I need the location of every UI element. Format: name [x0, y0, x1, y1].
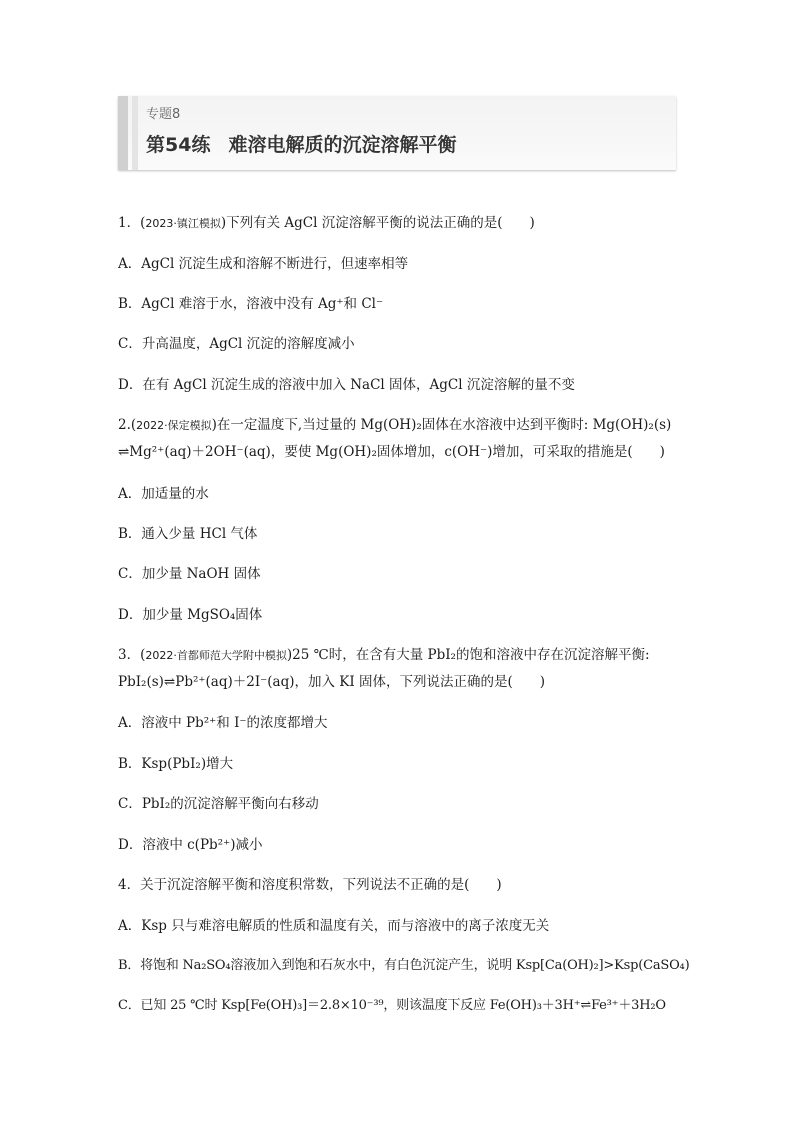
- q1-stem: 1．(2023·镇江模拟)下列有关 AgCl 沉淀溶解平衡的说法正确的是( ): [118, 215, 535, 231]
- q4-option-a: A．Ksp 只与难溶电解质的性质和温度有关，而与溶液中的离子浓度无关: [118, 918, 550, 934]
- chapter-header: [118, 96, 676, 170]
- q3-option-c: C．PbI₂的沉淀溶解平衡向右移动: [118, 796, 319, 812]
- topic-label: 专题8: [146, 107, 181, 122]
- q3-stem-line2: PbI₂(s)⇌Pb²⁺(aq)＋2I⁻(aq)，加入 KI 固体，下列说法正确的是( ): [118, 674, 546, 690]
- q2-option-c: C．加少量 NaOH 固体: [118, 566, 261, 582]
- q2-option-b: B．通入少量 HCl 气体: [118, 526, 258, 542]
- q4-option-c: C．已知 25 ℃时 Ksp[Fe(OH)₃]＝2.8×10⁻³⁹，则该温度下反应 Fe(OH)₃＋3H⁺⇌Fe³⁺＋3H₂O: [118, 998, 666, 1013]
- q1-option-b: B．AgCl 难溶于水，溶液中没有 Ag⁺和 Cl⁻: [118, 296, 384, 312]
- q4-option-b: B．将饱和 Na₂SO₄溶液加入到饱和石灰水中，有白色沉淀产生，说明 Ksp[Ca(OH)₂]>Ksp(CaSO₄): [118, 958, 690, 973]
- q2-source: 保定模拟: [167, 419, 212, 432]
- q1-option-d: D．在有 AgCl 沉淀生成的溶液中加入 NaCl 固体，AgCl 沉淀溶解的量不变: [118, 377, 575, 393]
- header-accent-bar: [118, 96, 128, 170]
- q3-stem-line1: 3．(2022·首都师范大学附中模拟)25 ℃时，在含有大量 PbI₂的饱和溶液中存在沉淀溶解平衡:: [118, 647, 650, 663]
- q3-option-d: D．溶液中 c(Pb²⁺)减小: [118, 837, 263, 853]
- q3-source: 首都师范大学附中模拟: [176, 649, 287, 662]
- lesson-title: 难溶电解质的沉淀溶解平衡: [228, 134, 457, 156]
- lesson-number: 第54练: [146, 134, 211, 156]
- q2-stem-line2: ⇌Mg²⁺(aq)＋2OH⁻(aq)，要使 Mg(OH)₂固体增加，c(OH⁻)增加，可采取的措施是( ): [118, 444, 665, 460]
- q1-option-a: A．AgCl 沉淀生成和溶解不断进行，但速率相等: [118, 256, 409, 272]
- q4-stem: 4．关于沉淀溶解平衡和溶度积常数，下列说法不正确的是( ): [118, 877, 502, 893]
- q3-option-b: B．Ksp(PbI₂)增大: [118, 756, 234, 772]
- q2-option-a: A．加适量的水: [118, 486, 209, 502]
- q2-option-d: D．加少量 MgSO₄固体: [118, 607, 263, 623]
- q3-option-a: A．溶液中 Pb²⁺和 I⁻的浓度都增大: [118, 715, 328, 731]
- header-accent-bar-inner: [132, 96, 138, 170]
- q1-option-c: C．升高温度，AgCl 沉淀的溶解度减小: [118, 336, 355, 352]
- q1-source: 镇江模拟: [176, 217, 221, 230]
- page-title: [146, 130, 456, 157]
- q2-stem-line1: 2.(2022·保定模拟)在一定温度下,当过量的 Mg(OH)₂固体在水溶液中达到平衡时: Mg(OH)₂(s): [118, 417, 672, 433]
